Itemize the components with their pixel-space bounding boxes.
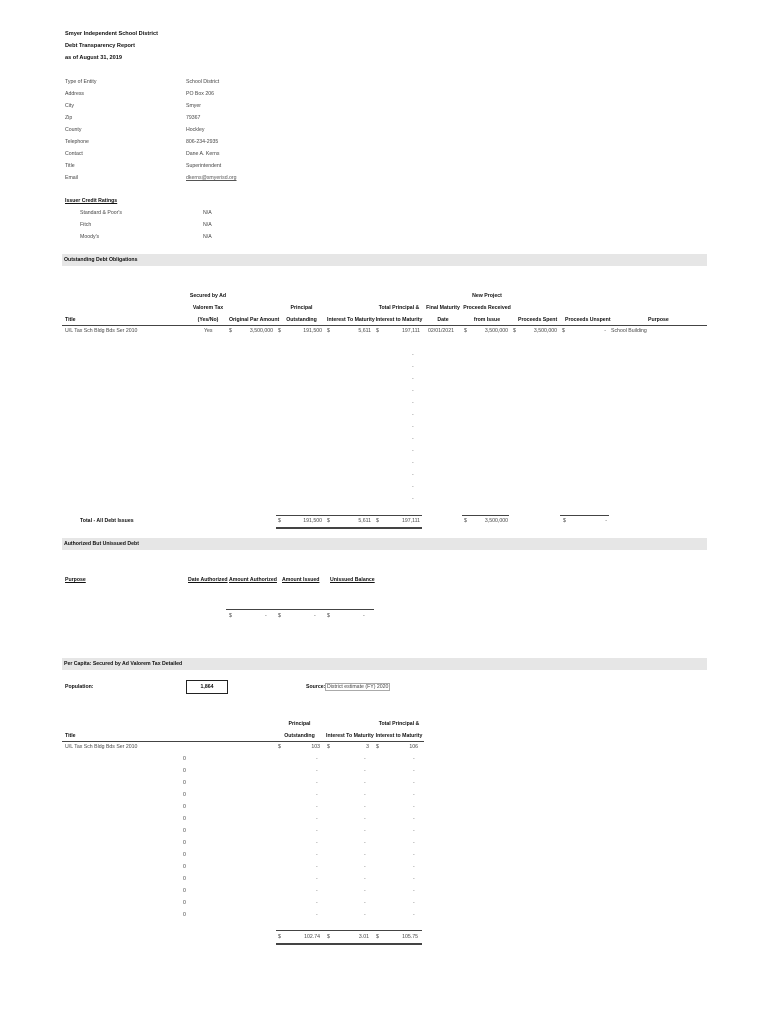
col-total-1: Total Principal & [378, 305, 420, 311]
empty-cell: - [413, 792, 415, 798]
totals-cur: $ [327, 934, 330, 940]
col-original: Original Par Amount [229, 317, 280, 323]
totals-cur: $ [278, 518, 281, 524]
col-unissued-balance: Unissued Balance [330, 577, 375, 583]
rating-value: N/A [203, 234, 212, 240]
empty-cell: - [413, 780, 415, 786]
zero-cell: 0 [183, 804, 186, 810]
row-secured: Yes [204, 328, 213, 334]
empty-cell: - [412, 412, 414, 418]
empty-cell: - [364, 888, 366, 894]
report-title: Debt Transparency Report [65, 43, 135, 49]
row-title: U/L Tax Sch Bldg Bds Ser 2010 [65, 328, 138, 334]
email-link[interactable]: dkerns@smyerisd.org [186, 175, 237, 181]
empty-cell: - [364, 816, 366, 822]
empty-cell: - [364, 876, 366, 882]
totals-total: 197,111 [402, 518, 420, 524]
row-spent: 3,500,000 [533, 328, 557, 334]
rating-value: N/A [203, 222, 212, 228]
totals-cur: $ [327, 518, 330, 524]
district-name: Smyer Independent School District [65, 31, 158, 37]
authorized-rule [226, 609, 374, 610]
population-label: Population: [65, 684, 94, 690]
totals-dash: - [363, 613, 365, 619]
totals-total: 105.75 [402, 934, 418, 940]
row-cur: $ [376, 744, 379, 750]
rating-value: N/A [203, 210, 212, 216]
col-amount-issued: Amount Issued [282, 577, 320, 583]
empty-cell: - [364, 864, 366, 870]
empty-cell: - [413, 912, 415, 918]
empty-cell: - [316, 864, 318, 870]
row-interest: 5,611 [358, 328, 371, 334]
row-cur: $ [327, 744, 330, 750]
col-purpose: Purpose [648, 317, 669, 323]
empty-cell: - [413, 756, 415, 762]
col-amount-authorized: Amount Authorized [229, 577, 277, 583]
zero-cell: 0 [183, 888, 186, 894]
empty-cell: - [316, 804, 318, 810]
empty-cell: - [413, 828, 415, 834]
empty-cell: - [413, 900, 415, 906]
totals-cur: $ [327, 613, 330, 619]
empty-cell: - [412, 376, 414, 382]
entity-label: Zip [65, 115, 73, 121]
entity-label: Contact [65, 151, 83, 157]
empty-cell: - [364, 780, 366, 786]
empty-cell: - [316, 768, 318, 774]
col-interest: Interest To Maturity [326, 733, 374, 739]
zero-cell: 0 [183, 768, 186, 774]
col-principal-1: Principal [290, 305, 313, 311]
zero-cell: 0 [183, 864, 186, 870]
empty-cell: - [413, 816, 415, 822]
row-purpose: School Building [611, 328, 647, 334]
zero-cell: 0 [183, 912, 186, 918]
section-title: Outstanding Debt Obligations [64, 257, 138, 263]
empty-cell: - [316, 900, 318, 906]
totals-cur: $ [376, 518, 379, 524]
empty-cell: - [413, 804, 415, 810]
row-newproj: 3,500,000 [484, 328, 508, 334]
authorized-debt-band [62, 538, 707, 550]
entity-label: Title [65, 163, 75, 169]
row-cur: $ [229, 328, 232, 334]
empty-cell: - [412, 436, 414, 442]
source-label: Source: [306, 684, 326, 690]
empty-cell: - [412, 484, 414, 490]
totals-rule [276, 515, 422, 516]
col-newproj-1: New Project [472, 293, 502, 299]
entity-value: Smyer [186, 103, 201, 109]
row-principal: 103 [311, 744, 320, 750]
row-cur: $ [278, 328, 281, 334]
rating-agency: Fitch [80, 222, 92, 228]
totals-rule [560, 515, 609, 516]
empty-cell: - [412, 400, 414, 406]
empty-cell: - [316, 792, 318, 798]
zero-cell: 0 [183, 828, 186, 834]
row-cur: $ [327, 328, 330, 334]
row-total: 197,111 [402, 328, 420, 334]
col-final-1: Final Maturity [426, 305, 460, 311]
empty-cell: - [412, 448, 414, 454]
col-total-2: Interest to Maturity [375, 733, 423, 739]
outstanding-debt-band [62, 254, 707, 266]
col-secured-1: Secured by Ad [189, 293, 227, 299]
totals-double-rule [276, 943, 422, 945]
col-interest: Interest To Maturity [327, 317, 375, 323]
totals-cur: $ [563, 518, 566, 524]
entity-value: 79367 [186, 115, 201, 121]
entity-label: Type of Entity [65, 79, 97, 85]
entity-value: Dane A. Kerns [186, 151, 220, 157]
empty-cell: - [413, 852, 415, 858]
entity-label: Email [65, 175, 78, 181]
row-interest: 3 [366, 744, 369, 750]
row-original: 3,500,000 [249, 328, 273, 334]
section-title: Authorized But Unissued Debt [64, 541, 139, 547]
empty-cell: - [412, 388, 414, 394]
empty-cell: - [316, 876, 318, 882]
totals-cur: $ [278, 934, 281, 940]
row-cur: $ [464, 328, 467, 334]
entity-value: PO Box 206 [186, 91, 214, 97]
rating-agency: Moody's [80, 234, 100, 240]
empty-cell: - [316, 840, 318, 846]
col-final-2: Date [437, 317, 449, 323]
empty-cell: - [413, 864, 415, 870]
empty-cell: - [413, 888, 415, 894]
totals-rule [462, 515, 509, 516]
header-rule [62, 741, 424, 742]
totals-interest: 5,611 [358, 518, 371, 524]
row-title: U/L Tax Sch Bldg Bds Ser 2010 [65, 744, 138, 750]
empty-cell: - [316, 780, 318, 786]
col-principal-1: Principal [288, 721, 311, 727]
col-total-2: Interest to Maturity [375, 317, 423, 323]
col-date-authorized: Date Authorized [188, 577, 228, 583]
zero-cell: 0 [183, 840, 186, 846]
col-principal-2: Outstanding [286, 317, 317, 323]
empty-cell: - [316, 816, 318, 822]
empty-cell: - [364, 768, 366, 774]
zero-cell: 0 [183, 792, 186, 798]
totals-double-rule [276, 527, 422, 529]
empty-cell: - [364, 756, 366, 762]
entity-value: Superintendent [186, 163, 222, 169]
report-date: as of August 31, 2019 [65, 55, 122, 61]
zero-cell: 0 [183, 756, 186, 762]
col-total-1: Total Principal & [378, 721, 420, 727]
empty-cell: - [316, 912, 318, 918]
totals-principal: 102.74 [304, 934, 320, 940]
totals-dash: - [314, 613, 316, 619]
entity-value: 806-234-2935 [186, 139, 219, 145]
empty-cell: - [412, 460, 414, 466]
col-principal-2: Outstanding [284, 733, 315, 739]
totals-cur: $ [229, 613, 232, 619]
totals-unspent: - [605, 518, 607, 524]
row-cur: $ [278, 744, 281, 750]
population-value: 1,864 [186, 680, 228, 694]
col-purpose: Purpose [65, 577, 86, 583]
row-cur: $ [376, 328, 379, 334]
entity-label: Telephone [65, 139, 89, 145]
rating-agency: Standard & Poor's [80, 210, 122, 216]
empty-cell: - [412, 352, 414, 358]
empty-cell: - [364, 840, 366, 846]
empty-cell: - [364, 804, 366, 810]
empty-cell: - [412, 424, 414, 430]
row-final: 02/01/2021 [428, 328, 454, 334]
entity-value: School District [186, 79, 220, 85]
empty-cell: - [412, 472, 414, 478]
row-cur: $ [562, 328, 565, 334]
zero-cell: 0 [183, 780, 186, 786]
col-unspent: Proceeds Unspent [565, 317, 611, 323]
col-secured-2: Valorem Tax [192, 305, 224, 311]
per-capita-band [62, 658, 707, 670]
empty-cell: - [316, 852, 318, 858]
col-newproj-2: Proceeds Received [463, 305, 511, 311]
entity-label: County [65, 127, 82, 133]
empty-cell: - [364, 912, 366, 918]
col-secured-3: (Yes/No) [197, 317, 219, 323]
empty-cell: - [413, 876, 415, 882]
empty-cell: - [412, 496, 414, 502]
entity-value: Hockley [186, 127, 205, 133]
source-value: District estimate (FY) 2020 [327, 684, 389, 690]
row-total: 106 [409, 744, 418, 750]
totals-cur: $ [376, 934, 379, 940]
col-spent: Proceeds Spent [518, 317, 558, 323]
empty-cell: - [316, 888, 318, 894]
row-unspent: - [604, 328, 606, 334]
empty-cell: - [413, 840, 415, 846]
totals-newproj: 3,500,000 [484, 518, 508, 524]
empty-cell: - [364, 792, 366, 798]
col-title: Title [65, 317, 76, 323]
totals-interest: 3.01 [358, 934, 369, 940]
entity-label: Address [65, 91, 85, 97]
zero-cell: 0 [183, 876, 186, 882]
entity-label: City [65, 103, 74, 109]
empty-cell: - [364, 828, 366, 834]
zero-cell: 0 [183, 816, 186, 822]
totals-cur: $ [464, 518, 467, 524]
empty-cell: - [364, 900, 366, 906]
col-newproj-3: from Issue [473, 317, 501, 323]
empty-cell: - [412, 364, 414, 370]
zero-cell: 0 [183, 852, 186, 858]
empty-cell: - [316, 756, 318, 762]
totals-cur: $ [278, 613, 281, 619]
section-title: Per Capita: Secured by Ad Valorem Tax Detailed [64, 661, 183, 667]
header-rule [62, 325, 707, 326]
totals-dash: - [265, 613, 267, 619]
totals-principal: 191,500 [303, 518, 322, 524]
totals-label: Total - All Debt Issues [80, 518, 134, 524]
zero-cell: 0 [183, 900, 186, 906]
empty-cell: - [316, 828, 318, 834]
row-principal: 191,500 [303, 328, 322, 334]
empty-cell: - [364, 852, 366, 858]
ratings-title: Issuer Credit Ratings [65, 198, 118, 204]
row-cur: $ [513, 328, 516, 334]
col-title: Title [65, 733, 76, 739]
totals-rule [276, 930, 422, 931]
empty-cell: - [413, 768, 415, 774]
